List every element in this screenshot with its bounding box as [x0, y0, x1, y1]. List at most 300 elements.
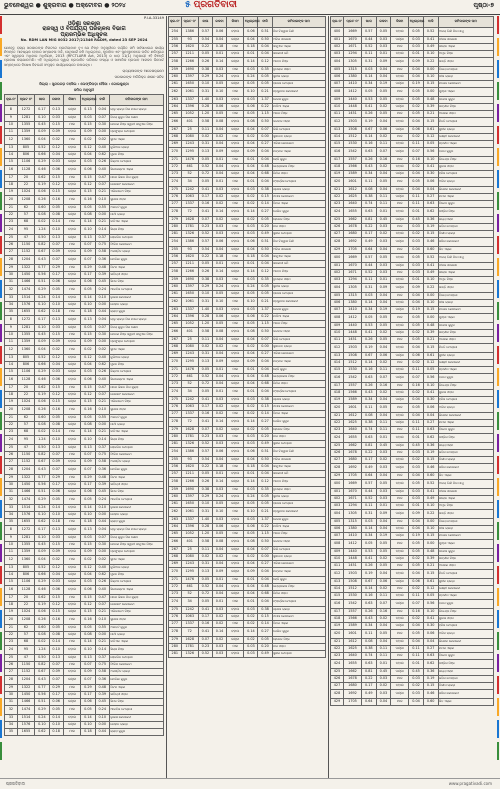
table-cell: 0.14	[212, 58, 226, 67]
table-cell: ପ୍ରଫୁଲ୍ଲ ଟୋପ୍ପୋ	[109, 548, 163, 555]
table-cell: ମାଳ	[227, 621, 244, 628]
table-cell: 0.38	[258, 397, 272, 404]
table-cell: 0.27	[258, 418, 272, 427]
table-cell: 0.10	[49, 435, 63, 444]
table-cell: 1204	[17, 465, 34, 474]
table-cell: 0.09	[49, 668, 63, 675]
table-cell: 0.14	[258, 201, 272, 208]
table-cell: 0.04	[244, 381, 258, 388]
table-cell: 0.11	[361, 277, 376, 284]
table-cell: 1150	[17, 241, 34, 248]
table-cell: 0.03	[376, 238, 391, 247]
table-row	[331, 367, 494, 374]
table-cell: 0.56	[35, 271, 49, 278]
table-cell: 271	[169, 577, 182, 584]
table-cell: ମାଳ	[227, 277, 244, 284]
table-row	[331, 67, 494, 74]
table-cell: 1208	[17, 195, 34, 204]
table-cell: ରମେଶ କୁଜୁର	[438, 97, 494, 104]
table-cell: 1396	[181, 104, 198, 111]
table-cell: 0.04	[376, 74, 391, 81]
color-swatch	[0, 632, 2, 650]
table-cell: ଦଣ୍ଡା	[391, 171, 409, 178]
table-row	[5, 481, 164, 488]
table-cell: 0.00	[423, 293, 438, 300]
table-cell: 0.02	[212, 637, 226, 644]
table-cell: 0.14	[361, 134, 376, 141]
table-row	[169, 577, 326, 584]
table-cell: 1315	[344, 67, 362, 74]
table-cell: ଦିଲୀପ ଲାକଡ଼ା	[438, 457, 494, 464]
table-cell: 423	[331, 653, 344, 660]
table-cell: ମାଳ	[227, 134, 244, 141]
table-row	[5, 495, 164, 504]
table-cell: 0.04	[212, 127, 226, 134]
table-cell: 0.15	[49, 594, 63, 601]
table-row	[169, 337, 326, 344]
table-cell: 0.08	[49, 631, 63, 638]
table-cell: ବିନୋଦ କୁଜୁର	[438, 653, 494, 660]
table-cell: ଦଣ୍ଡା	[391, 556, 409, 563]
table-cell: 0.11	[409, 201, 424, 208]
table-cell: 0.03	[409, 450, 424, 457]
table-cell: 0.05	[258, 501, 272, 508]
table-row	[331, 231, 494, 238]
table-row	[331, 88, 494, 97]
table-cell: 0.10	[49, 721, 63, 728]
table-cell: ଦଣ୍ଡା	[63, 105, 80, 114]
table-cell: 1514	[17, 294, 34, 301]
table-cell: 0.05	[81, 285, 95, 294]
table-cell: 13	[5, 354, 18, 361]
table-cell: 0.02	[244, 194, 258, 201]
table-cell: 34	[181, 598, 198, 607]
table-cell: 1530	[344, 367, 362, 374]
table-cell: 17	[5, 384, 18, 391]
table-cell: ଆଲବିନା ଟୋପ୍ପୋ	[109, 705, 163, 714]
table-cell: ଜିତେନ୍ଦ୍ର ମିଞ୍ଜ	[438, 157, 494, 164]
table-cell: ଦାନିଏଲ ଏକ୍କା	[109, 428, 163, 435]
table-row	[5, 624, 164, 631]
table-cell: 418	[331, 390, 344, 397]
table-cell: 0.02	[409, 586, 424, 593]
table-row	[331, 134, 494, 141]
table-cell: 0.15	[49, 174, 63, 181]
table-cell: 0.02	[244, 614, 258, 621]
table-cell: 0.01	[244, 471, 258, 478]
table-cell: ପିଟର ଏକ୍କା	[109, 474, 163, 481]
table-cell: 1295	[181, 148, 198, 157]
table-row	[331, 118, 494, 127]
table-cell: 259	[169, 487, 182, 494]
color-swatch	[0, 280, 2, 298]
table-cell: 1208	[17, 405, 34, 414]
table-cell: 33	[5, 714, 18, 721]
table-cell: 0.64	[361, 699, 376, 706]
table-cell: 0.53	[361, 323, 376, 330]
table-cell: ମାଳ	[227, 388, 244, 397]
table-cell: ଅଲବର୍ଟ କୁଜୁର	[109, 624, 163, 631]
table-cell: ଅମୃତ ମିଞ୍ଜ	[438, 503, 494, 510]
table-cell: 805	[17, 354, 34, 361]
table-cell: 0.34	[361, 623, 376, 630]
table-cell: 0.04	[409, 570, 424, 579]
table-cell: 0.03	[49, 578, 63, 585]
table-cell: 1503	[344, 570, 362, 579]
table-cell: 0.04	[212, 457, 226, 464]
table-cell: ମାଳ	[391, 676, 409, 683]
table-cell: ମଙ୍ଗଲ ଏକ୍କା	[272, 358, 325, 367]
table-cell: 0.51	[258, 238, 272, 247]
table-cell: 0.03	[244, 434, 258, 441]
table-cell: 1440	[344, 97, 362, 104]
table-cell: ବହାଲ	[391, 74, 409, 81]
table-cell: 1650	[181, 501, 198, 508]
table-cell: ସାମୁଏଲ ଏକ୍କା	[272, 254, 325, 261]
table-cell: 0.58	[95, 458, 109, 465]
table-row	[169, 478, 326, 487]
table-cell: 0.61	[423, 353, 438, 360]
table-cell: 0.03	[376, 44, 391, 51]
table-cell: 0.38	[258, 187, 272, 194]
table-cell: 0.27	[258, 351, 272, 358]
table-cell: 0.04	[258, 261, 272, 268]
color-swatch	[497, 742, 499, 760]
table-cell: 1655	[17, 518, 34, 525]
table-cell: 0.11	[376, 194, 391, 201]
table-cell: ବହାଲ	[227, 284, 244, 291]
table-cell: 0.05	[409, 111, 424, 118]
table-cell: ବହାଲ	[391, 208, 409, 217]
table-row	[331, 293, 494, 300]
table-cell: 0.21	[95, 398, 109, 405]
table-cell: 0.31	[198, 561, 212, 568]
table-cell: 0.63	[361, 374, 376, 383]
table-cell: 0.48	[423, 549, 438, 556]
table-cell: ଦଣ୍ଡା	[391, 464, 409, 473]
table-row	[331, 323, 494, 330]
table-cell: 0.06	[212, 314, 226, 321]
table-cell: 0.04	[409, 639, 424, 646]
table-cell: 0.22	[423, 58, 438, 67]
table-cell: କବିତା ଟୋପ୍ପୋ	[438, 450, 494, 457]
table-row	[169, 628, 326, 637]
table-cell: 1566	[344, 164, 362, 171]
color-swatch	[497, 82, 499, 100]
page-header	[0, 0, 500, 15]
table-cell: 0.34	[361, 533, 376, 540]
table-cell: 267	[169, 337, 182, 344]
table-cell: 0.52	[35, 354, 49, 361]
table-cell: 415	[331, 367, 344, 374]
table-cell: 1589	[344, 171, 362, 178]
table-row	[5, 421, 164, 428]
table-cell: 95	[17, 225, 34, 234]
table-cell: 1322	[17, 684, 34, 691]
table-cell: 0.41	[361, 104, 376, 111]
table-cell: 0.05	[376, 254, 391, 263]
table-cell: ବହାଲ	[391, 457, 409, 464]
table-cell: ଆନନ୍ଦ ମିଞ୍ଜ	[272, 531, 325, 538]
table-row	[169, 118, 326, 127]
table-cell: 268	[169, 554, 182, 561]
table-cell: 0.52	[198, 651, 212, 658]
table-cell: 0.03	[361, 67, 376, 74]
table-cell: 1063	[181, 194, 198, 201]
table-cell: 0.03	[212, 487, 226, 494]
table-cell: 0.02	[376, 616, 391, 623]
table-cell: 0.08	[244, 118, 258, 127]
table-cell: ଦାନିଏଲ ଏକ୍କା	[109, 638, 163, 645]
table-cell: 1.40	[198, 97, 212, 104]
table-cell: 409	[331, 97, 344, 104]
table-cell: ଦଣ୍ଡା	[63, 315, 80, 324]
table-cell: 0.07	[49, 465, 63, 474]
table-cell: 1514	[17, 714, 34, 721]
table-cell: ସୁଜାତା ଓରାମ	[438, 616, 494, 623]
table-cell: ମାଳ	[63, 684, 80, 691]
table-cell: ଲକ୍ଷ୍ମୀ କେରକେଟା	[438, 586, 494, 593]
table-row	[5, 345, 164, 354]
table-cell: 0.18	[212, 254, 226, 261]
table-cell: ମାଳ	[391, 383, 409, 390]
table-cell: 0.05	[212, 321, 226, 328]
table-row	[331, 404, 494, 413]
table-row	[331, 653, 494, 660]
table-cell: 412	[331, 570, 344, 579]
table-row	[169, 434, 326, 441]
table-cell: 0.41	[198, 418, 212, 427]
table-cell: 0.09	[49, 548, 63, 555]
table-cell: ସିଲାସ ମିଞ୍ଜ	[109, 435, 163, 444]
color-swatch	[0, 16, 2, 34]
table-cell: 0.26	[361, 157, 376, 164]
table-cell: ଅଗଷ୍ଟିନ ଲାକଡ଼ା	[109, 248, 163, 255]
table-cell: 270	[169, 148, 182, 157]
column-header: ବାକି	[423, 17, 438, 28]
table-cell: ମାଳ	[391, 473, 409, 480]
table-cell: ଫିଲିପ କେରକେଟା	[109, 451, 163, 458]
table-cell: 1476	[181, 367, 198, 374]
table-cell: 0.49	[258, 231, 272, 238]
table-cell: 0.22	[258, 104, 272, 111]
table-cell: 0.04	[258, 254, 272, 261]
color-swatch	[497, 522, 499, 540]
table-cell: 0.24	[244, 494, 258, 501]
table-cell: 0.36	[423, 443, 438, 450]
table-cell: 1625	[344, 194, 362, 201]
table-cell: 1386	[181, 238, 198, 247]
table-row	[331, 540, 494, 549]
table-row	[169, 464, 326, 471]
table-cell: 0.47	[95, 384, 109, 391]
table-cell: 0.18	[244, 464, 258, 471]
table-cell: ବହାଲ	[227, 208, 244, 217]
table-cell: 0.15	[81, 594, 95, 601]
table-cell: 1397	[181, 74, 198, 81]
table-cell: 0.02	[244, 427, 258, 434]
color-swatch	[0, 500, 2, 518]
table-cell: 0.04	[376, 118, 391, 127]
table-cell: ଜୋହାନ ଲାକଡ଼ା	[109, 301, 163, 308]
table-cell: 0.04	[376, 67, 391, 74]
table-cell: 0.12	[258, 478, 272, 487]
table-cell: 0.05	[49, 705, 63, 714]
table-cell: 0.19	[423, 224, 438, 231]
table-cell: 0.48	[258, 164, 272, 171]
table-cell: ପ୍ରଫୁଲ୍ଲ ଟୋପ୍ପୋ	[109, 338, 163, 345]
table-row	[331, 330, 494, 337]
table-cell: 0.29	[81, 684, 95, 691]
table-cell: 405	[331, 293, 344, 300]
table-cell: ମାଳ	[63, 661, 80, 668]
table-cell: 0.21	[95, 428, 109, 435]
table-cell: ଦଣ୍ଡା	[63, 368, 80, 375]
table-cell: 1692	[344, 238, 362, 247]
table-cell: 0.10	[95, 615, 109, 624]
table-cell: 0.77	[35, 684, 49, 691]
table-cell: 1024	[17, 608, 34, 615]
table-cell: 0.50	[35, 444, 49, 451]
table-cell: 0.03	[376, 37, 391, 44]
table-cell: 256	[169, 44, 182, 51]
table-cell: 0.05	[409, 563, 424, 570]
table-cell: 1476	[181, 577, 198, 584]
table-cell: ଦଣ୍ଡା	[391, 623, 409, 630]
table-cell: ବହାଲ	[391, 141, 409, 148]
table-cell: 0.16	[49, 615, 63, 624]
table-cell: 0.31	[198, 88, 212, 97]
table-cell: 0.03	[361, 293, 376, 300]
table-cell: ଦଣ୍ଡା	[227, 217, 244, 224]
table-cell: 0.14	[49, 714, 63, 721]
table-cell: 1448	[344, 104, 362, 111]
table-cell: 264	[169, 104, 182, 111]
table-row	[169, 487, 326, 494]
table-cell: 422	[331, 194, 344, 201]
table-cell: ସାବିତ୍ରୀ ଓରାମ	[109, 271, 163, 278]
table-cell: ପଲ ଓରାମ	[272, 644, 325, 651]
table-cell: ସରକାରୀ ଜମି	[272, 261, 325, 268]
table-cell: 0.52	[361, 44, 376, 51]
table-row	[331, 270, 494, 277]
table-cell: 0.62	[35, 728, 49, 735]
table-cell: 0.20	[258, 644, 272, 651]
table-cell: 0.45	[35, 331, 49, 338]
table-cell: 0.23	[198, 644, 212, 651]
table-cell: 411	[331, 337, 344, 344]
table-cell: ଦଣ୍ଡା	[63, 698, 80, 705]
table-cell: 1266	[181, 58, 198, 67]
table-cell: ବହାଲ	[63, 181, 80, 188]
table-cell: 0.02	[212, 411, 226, 418]
table-cell: 0.15	[81, 398, 95, 405]
table-cell: 0.10	[198, 291, 212, 298]
table-cell: ମାଳ	[227, 321, 244, 328]
table-cell: 0.53	[361, 97, 376, 104]
table-cell: 0.63	[423, 427, 438, 434]
table-cell: ଦଣ୍ଡା	[63, 234, 80, 241]
table-cell: 1052	[181, 531, 198, 538]
table-cell: ବହାଲ	[391, 390, 409, 397]
table-cell: 1557	[344, 157, 362, 164]
table-cell: 0.16	[409, 609, 424, 616]
department-title: ରାଜସ୍ୱ ଓ ବିପର୍ଯ୍ୟୟ ପରିଚାଳନା ବିଭାଗ	[42, 26, 126, 32]
table-cell: 0.43	[35, 675, 49, 684]
table-cell: ବହାଲ	[63, 548, 80, 555]
table-cell: 0.38	[258, 607, 272, 614]
table-cell: 0.52	[198, 231, 212, 238]
table-cell: 0.29	[35, 578, 49, 585]
table-cell: 0.41	[198, 208, 212, 217]
table-cell: 0.15	[49, 608, 63, 615]
color-swatch	[0, 324, 2, 342]
table-cell: 0.52	[198, 374, 212, 381]
table-cell: 20	[17, 594, 34, 601]
table-cell: ମାଳ	[227, 88, 244, 97]
table-cell: 0.62	[35, 518, 49, 525]
table-cell: 0.49	[423, 496, 438, 503]
table-cell: 1294	[344, 503, 362, 510]
table-cell: ମାଳ	[63, 384, 80, 391]
table-cell: ଆଲବିନା ଟୋପ୍ପୋ	[109, 285, 163, 294]
table-cell: 0.64	[361, 247, 376, 254]
table-row	[5, 451, 164, 458]
table-cell: 0.03	[409, 676, 424, 683]
table-cell: 0.15	[49, 384, 63, 391]
table-cell: 0.13	[198, 358, 212, 367]
table-cell: 0.17	[361, 683, 376, 690]
table-cell: 1530	[344, 141, 362, 148]
column-header: ଖାତା	[35, 94, 49, 105]
table-cell: 0.38	[198, 277, 212, 284]
table-cell: ରାଜେଶ ଟୋପ୍ପୋ	[272, 81, 325, 88]
table-row	[331, 510, 494, 519]
table-cell: 0.29	[198, 74, 212, 81]
table-cell: 0.08	[361, 187, 376, 194]
table-cell: 0.07	[49, 675, 63, 684]
table-cell: 0.06	[212, 238, 226, 247]
table-cell: 0.40	[95, 564, 109, 571]
table-cell: ଅନିତା ଲାକଡ଼ା	[438, 178, 494, 187]
table-cell: 1.20	[198, 531, 212, 538]
color-swatch	[0, 302, 2, 320]
table-cell: 0.01	[376, 660, 391, 669]
table-cell: 0.74	[361, 201, 376, 208]
table-row	[331, 28, 494, 37]
table-row	[331, 443, 494, 450]
table-cell: 0.41	[198, 397, 212, 404]
table-cell: 0.66	[35, 151, 49, 158]
table-cell: 0.16	[361, 141, 376, 148]
table-row	[5, 174, 164, 181]
table-cell: 0.10	[35, 114, 49, 121]
table-cell: 0.22	[361, 676, 376, 683]
color-swatch	[0, 170, 2, 188]
table-cell: 0.77	[35, 264, 49, 271]
table-cell: 0.08	[81, 631, 95, 638]
table-cell: 0.14	[212, 418, 226, 427]
table-cell: 0.04	[258, 598, 272, 607]
table-cell: 72	[181, 628, 198, 637]
table-cell: 1678	[344, 224, 362, 231]
table-cell: 265	[169, 531, 182, 538]
table-cell: 0.06	[409, 579, 424, 586]
table-cell: 1628	[181, 427, 198, 434]
table-row	[5, 241, 164, 248]
table-cell: 0.05	[258, 284, 272, 291]
table-cell: 0.15	[81, 174, 95, 181]
